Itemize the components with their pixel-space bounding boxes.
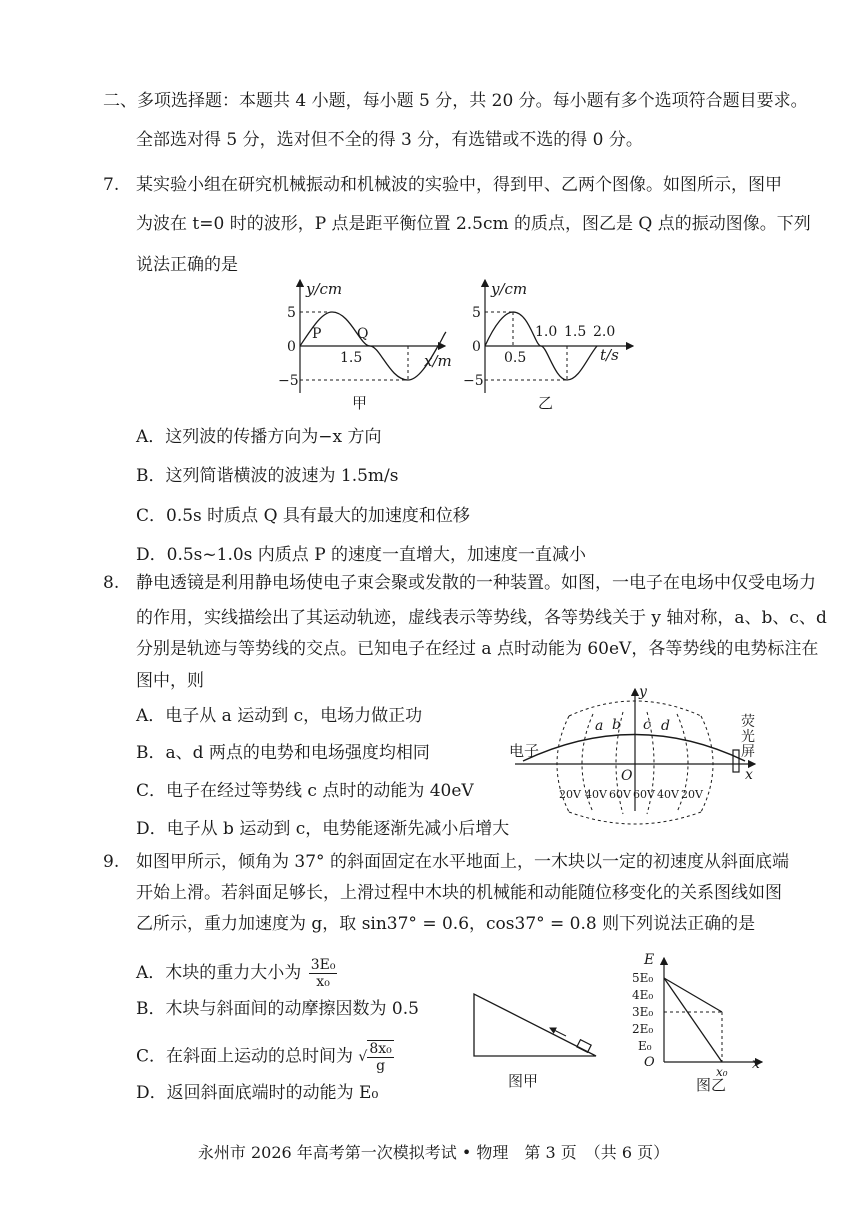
vib-caption: 乙 (538, 394, 554, 412)
lens-electron: 电子 (509, 742, 540, 760)
q8-number: 8. (103, 573, 120, 593)
q8-option-d: D．电子从 b 运动到 c，电势能逐渐先减小后增大 (136, 819, 510, 839)
q8-option-c: C．电子在经过等势线 c 点时的动能为 40eV (136, 781, 474, 801)
vib-y5: 5 (472, 305, 481, 321)
wave-x15: 1.5 (340, 350, 363, 366)
section-instructions: 全部选对得 5 分，选对但不全的得 3 分，有选错或不选的得 0 分。 (136, 130, 643, 150)
energy-tick-2: 2E₀ (632, 1022, 654, 1036)
energy-tick-3: 3E₀ (632, 1005, 654, 1019)
vib-ylabel: y/cm (491, 280, 528, 298)
q7-stem-line2: 为波在 t=0 时的波形，P 点是距平衡位置 2.5cm 的质点，图乙是 Q 点的振动图像。下列 (136, 214, 811, 234)
energy-tick-5: 5E₀ (632, 971, 654, 985)
q8-stem-line4: 图中，则 (136, 671, 204, 691)
q8-figure-lens (505, 686, 765, 826)
energy-tick-4: 4E₀ (632, 988, 654, 1002)
vib-xlabel: t/s (600, 346, 619, 364)
incline-caption: 图甲 (508, 1072, 539, 1090)
wave-y0: 0 (287, 339, 296, 355)
q9-option-d: D．返回斜面底端时的动能为 E₀ (136, 1083, 379, 1103)
vib-yn5: −5 (463, 373, 484, 389)
lens-v6: 20V (681, 788, 703, 801)
wave-xlabel: x/m (424, 352, 452, 370)
q8-option-b: B．a、d 两点的电势和电场强度均相同 (136, 743, 430, 763)
q7-figure-wave (270, 278, 460, 418)
q9-number: 9. (103, 852, 120, 872)
lens-v2: 40V (585, 788, 607, 801)
energy-caption: 图乙 (696, 1076, 727, 1094)
lens-v4: 60V (633, 788, 655, 801)
q7-option-b: B．这列简谐横波的波速为 1.5m/s (136, 466, 399, 486)
q7-stem-line1: 某实验小组在研究机械振动和机械波的实验中，得到甲、乙两个图像。如图所示，图甲 (136, 175, 782, 195)
q9-option-b: B．木块与斜面间的动摩擦因数为 0.5 (136, 999, 419, 1019)
lens-v3: 60V (609, 788, 631, 801)
wave-ylabel: y/cm (306, 280, 343, 298)
q7-option-d: D．0.5s~1.0s 内质点 P 的速度一直增大，加速度一直减小 (136, 545, 587, 565)
wave-caption: 甲 (352, 394, 368, 412)
vib-t05: 0.5 (504, 350, 527, 366)
q9-option-a (136, 957, 337, 990)
q9-option-c-numerator: 8x₀ (369, 1041, 392, 1057)
lens-b: b (612, 717, 621, 733)
vib-y0: 0 (472, 339, 481, 355)
q9-option-c: C．在斜面上运动的总时间为 √ $\frac{\text{8x₀}}{g}$ (136, 1041, 392, 1074)
lens-o: O (621, 768, 633, 784)
energy-x0: x₀ (716, 1065, 728, 1079)
energy-xlabel: x (752, 1056, 760, 1072)
lens-a: a (595, 718, 604, 734)
energy-ylabel: E (644, 952, 655, 968)
q7-option-c: C．0.5s 时质点 Q 具有最大的加速度和位移 (136, 506, 470, 526)
q7-stem-line3: 说法正确的是 (136, 255, 238, 275)
energy-origin: O (644, 1055, 655, 1070)
q8-option-a: A．电子从 a 运动到 c，电场力做正功 (136, 706, 423, 726)
q9-option-c-denominator: g (376, 1058, 386, 1074)
vib-t15: 1.5 (564, 324, 587, 340)
q7-figure-vibration (455, 278, 645, 418)
lens-v1: 20V (559, 788, 581, 801)
q9-figure-incline (470, 990, 610, 1090)
q8-stem-line1: 静电透镜是利用静电场使电子束会聚或发散的一种装置。如图，一电子在电场中仅受电场力 (136, 573, 816, 593)
page-footer: 永州市 2026 年高考第一次模拟考试 • 物理 第 3 页 （共 6 页） (197, 1143, 670, 1162)
q7-number: 7. (103, 175, 120, 195)
lens-screen-2: 光 (741, 729, 755, 745)
vib-t20: 2.0 (593, 324, 616, 340)
q9-figure-energy (630, 950, 770, 1095)
q8-stem-line3: 分别是轨迹与等势线的交点。已知电子在经过 a 点时动能为 60eV，各等势线的电势标注在 (136, 639, 819, 659)
q9-option-a-denominator: x₀ (316, 974, 330, 990)
energy-tick-1: E₀ (638, 1039, 652, 1053)
lens-v5: 40V (657, 788, 679, 801)
q9-stem-line2: 开始上滑。若斜面足够长，上滑过程中木块的机械能和动能随位移变化的关系图线如图 (136, 883, 782, 903)
lens-d: d (661, 718, 670, 734)
wave-q: Q (357, 326, 369, 342)
q8-stem-line2: 的作用，实线描绘出了其运动轨迹，虚线表示等势线，各等势线关于 y 轴对称，a、b、c、d (136, 608, 827, 628)
wave-y5: 5 (287, 305, 296, 321)
vib-t10: 1.0 (535, 324, 558, 340)
wave-yn5: −5 (278, 373, 299, 389)
section-heading: 二、多项选择题：本题共 4 小题，每小题 5 分，共 20 分。每小题有多个选项符合题目要求。 (103, 91, 808, 111)
lens-x: x (745, 767, 753, 783)
q9-stem-line3: 乙所示，重力加速度为 g，取 sin37° = 0.6，cos37° = 0.8 则下列说法正确的是 (136, 914, 756, 934)
q9-option-a-text: A．木块的重力大小为 (136, 963, 302, 983)
wave-p: P (312, 326, 322, 342)
lens-y: y (639, 684, 647, 700)
q7-option-a: A．这列波的传播方向为−x 方向 (136, 427, 382, 447)
lens-screen-3: 屏 (741, 744, 755, 760)
lens-screen-1: 荧 (741, 714, 755, 730)
q9-option-c-text: C．在斜面上运动的总时间为 (136, 1046, 354, 1067)
q9-option-a-numerator: 3E₀ (310, 957, 336, 973)
q9-stem-line1: 如图甲所示，倾角为 37° 的斜面固定在水平地面上，一木块以一定的初速度从斜面底端 (136, 852, 789, 872)
lens-c: c (643, 717, 651, 733)
